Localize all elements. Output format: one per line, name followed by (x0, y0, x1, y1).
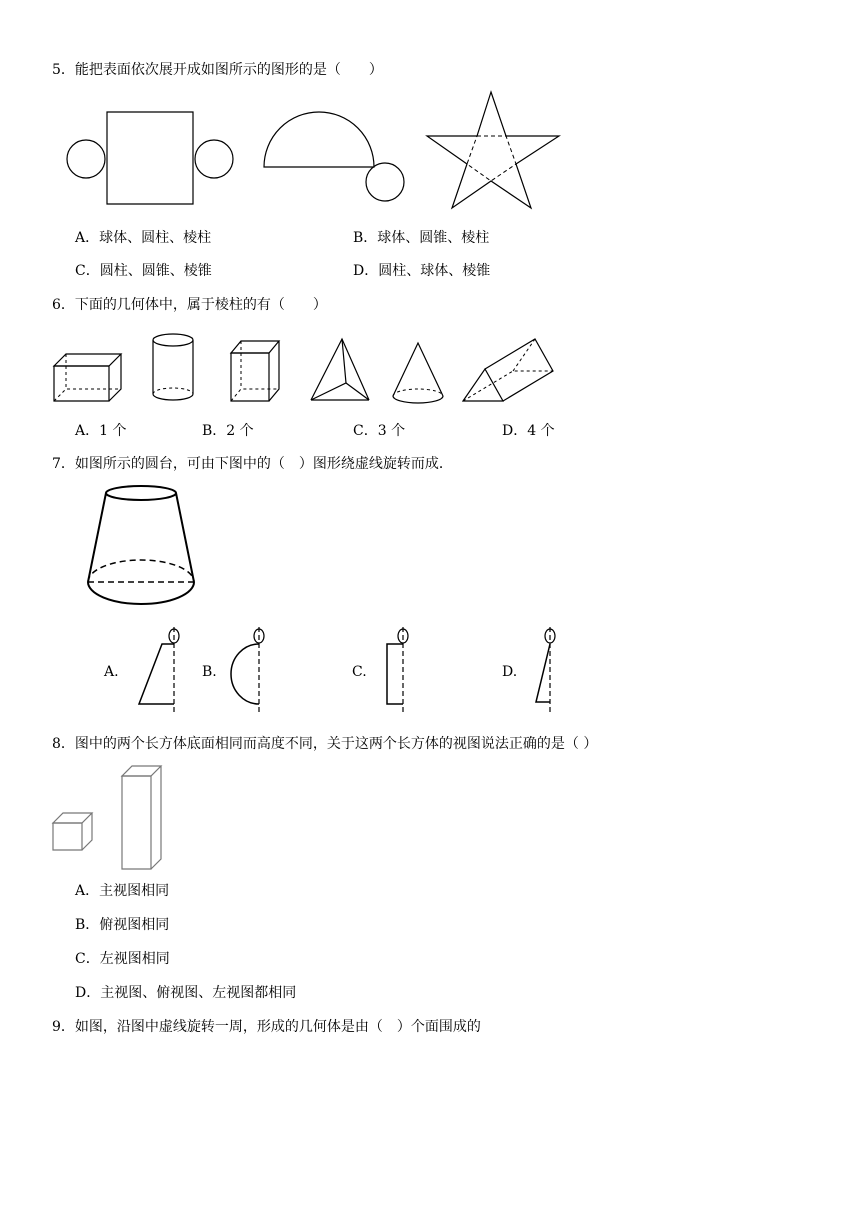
q7-frustum-figure (86, 484, 198, 608)
q7-option-d[interactable]: D. (502, 664, 518, 680)
q5-net-cylinder-figure (66, 110, 236, 206)
q5-option-d[interactable]: D．圆柱、球体、棱锥 (353, 263, 491, 279)
q8-short-cuboid-figure (52, 812, 94, 852)
q5-net-cone-figure (262, 110, 408, 204)
q6-option-b[interactable]: B．2 个 (202, 423, 254, 439)
q6-option-d[interactable]: D．4 个 (502, 423, 555, 439)
question-9-stem: 9．如图，沿图中虚线旋转一周，形成的几何体是由（ ）个面围成的 (52, 1019, 481, 1035)
q6-option-c[interactable]: C．3 个 (353, 423, 406, 439)
q5-option-a[interactable]: A．球体、圆柱、棱柱 (75, 230, 212, 246)
q6-cylinder-figure (152, 333, 196, 403)
question-8-stem: 8．图中的两个长方体底面相同而高度不同，关于这两个长方体的视图说法正确的是（ ） (52, 736, 598, 752)
q6-cone-figure (390, 341, 446, 405)
q6-option-a[interactable]: A．1 个 (75, 423, 127, 439)
q6-cuboid-figure (53, 352, 123, 402)
question-6-stem: 6．下面的几何体中，属于棱柱的有（ ） (52, 297, 327, 313)
q8-tall-cuboid-figure (120, 765, 164, 871)
q7-option-a-trapezoid-figure (134, 624, 184, 716)
q7-option-b-semicircle-figure (226, 624, 276, 716)
q7-option-b[interactable]: B. (202, 664, 217, 680)
q6-triangular-prism-figure (461, 337, 557, 405)
q7-option-c[interactable]: C. (352, 664, 367, 680)
q5-option-b[interactable]: B．球体、圆锥、棱柱 (353, 230, 490, 246)
question-5-stem: 5．能把表面依次展开成如图所示的图形的是（ ） (52, 62, 383, 78)
q6-triangular-pyramid-figure (309, 337, 371, 403)
q5-option-c[interactable]: C．圆柱、圆锥、棱锥 (75, 263, 212, 279)
q5-net-star-figure (425, 90, 563, 210)
question-7-stem: 7．如图所示的圆台，可由下图中的（ ）图形绕虚线旋转而成． (52, 456, 453, 472)
q7-option-d-triangle-figure (528, 624, 568, 716)
q8-option-a[interactable]: A．主视图相同 (75, 883, 170, 899)
q8-option-c[interactable]: C．左视图相同 (75, 951, 170, 967)
q6-cube-figure (229, 339, 281, 403)
q8-option-b[interactable]: B．俯视图相同 (75, 917, 170, 933)
q8-option-d[interactable]: D．主视图、俯视图、左视图都相同 (75, 985, 297, 1001)
q7-option-c-rectangle-figure (380, 624, 420, 716)
q7-option-a[interactable]: A. (104, 664, 119, 680)
